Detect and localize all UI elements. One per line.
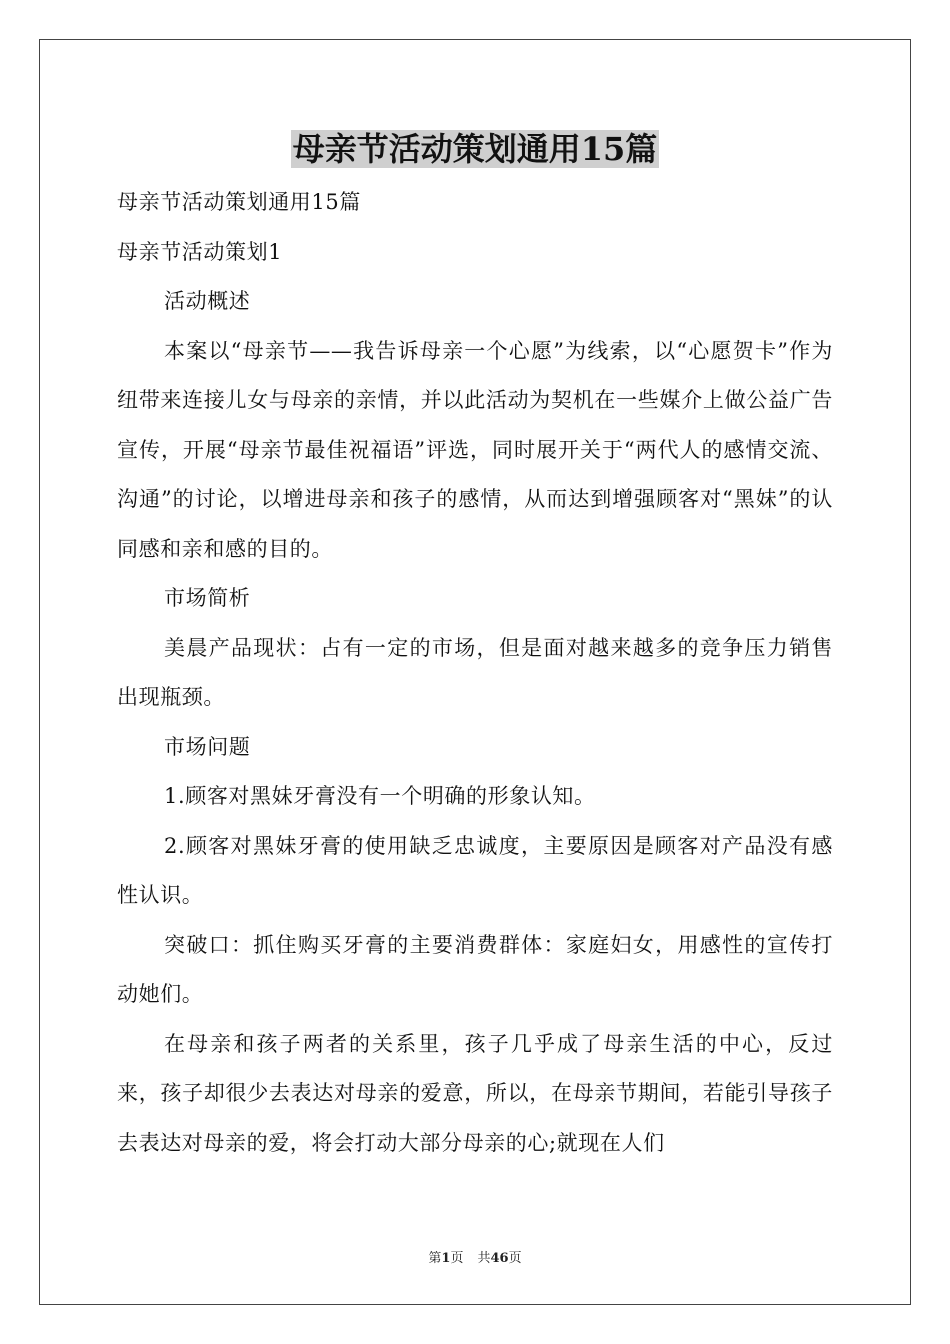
total-pages: 46 [490, 1251, 509, 1266]
paragraph: 2.顾客对黑妹牙膏的使用缺乏忠诚度，主要原因是顾客对产品没有感性认识。 [117, 833, 833, 907]
page-prefix: 第 [428, 1251, 442, 1266]
paragraph: 母亲节活动策划1 [117, 239, 283, 264]
page-footer [0, 1247, 950, 1266]
paragraph: 美晨产品现状：占有一定的市场，但是面对越来越多的竞争压力销售出现瓶颈。 [117, 635, 833, 709]
paragraph: 突破口：抓住购买牙膏的主要消费群体：家庭妇女，用感性的宣传打动她们。 [117, 932, 833, 1006]
paragraph: 母亲节活动策划通用15篇 [117, 190, 361, 214]
document-body [117, 178, 833, 1168]
total-prefix: 共 [477, 1251, 491, 1266]
total-suffix: 页 [508, 1251, 522, 1266]
paragraph: 1.顾客对黑妹牙膏没有一个明确的形象认知。 [164, 784, 596, 808]
paragraph: 市场问题 [164, 734, 251, 759]
paragraph: 本案以“母亲节——我告诉母亲一个心愿”为线索，以“心愿贺卡”作为纽带来连接儿女与母亲的亲情，并以此活动为契机在一些媒介上做公益广告宣传，开展“母亲节最佳祝福语”评选，同时展开关于“两代人的感情交流、沟通”的讨论，以增进母亲和孩子的感情，从而达到增强顾客对“黑妹”的认同感和亲和感的目的。 [117, 338, 834, 561]
paragraph: 市场简析 [164, 586, 251, 610]
document-title [0, 126, 950, 172]
paragraph: 在母亲和孩子两者的关系里，孩子几乎成了母亲生活的中心，反过来，孩子却很少去表达对母亲的爱意，所以，在母亲节期间，若能引导孩子去表达对母亲的爱，将会打动大部分母亲的心;就现在人们 [117, 1031, 833, 1155]
document-title-text: 母亲节活动策划通用15篇 [292, 130, 658, 168]
page-number: 1 [441, 1251, 451, 1266]
paragraph: 活动概述 [164, 289, 251, 313]
page-suffix: 页 [450, 1251, 464, 1266]
